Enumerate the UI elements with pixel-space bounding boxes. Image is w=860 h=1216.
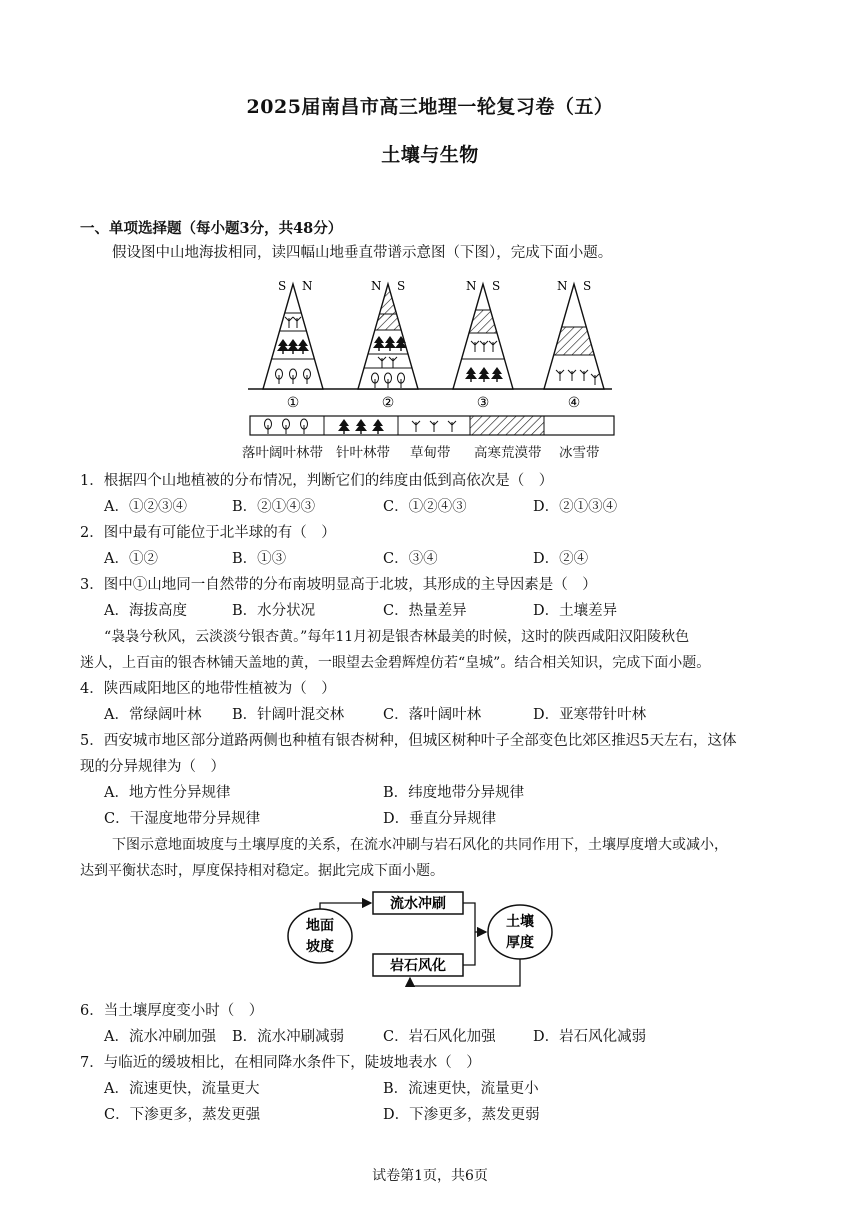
mountain-1-dir-right: N: [302, 279, 313, 293]
legend-conifer: 针叶林带: [336, 445, 390, 461]
q3-option-c[interactable]: C．热量差异: [383, 603, 467, 619]
q6-option-d[interactable]: D．岩石风化减弱: [533, 1029, 647, 1045]
page-footer: 试卷第1页，共6页: [372, 1168, 488, 1184]
intro-text-2-line-1: “袅袅兮秋风，云淡淡兮银杏黄。”每年11月初是银杏林最美的时候，这时的陕西咸阳汉阳陵秋色: [104, 629, 690, 645]
slope-soil-diagram: [280, 888, 580, 996]
q7-option-a[interactable]: A．流速更快，流量更大: [104, 1081, 260, 1097]
page-title: 2025届南昌市高三地理一轮复习卷（五）: [246, 96, 614, 118]
q5-option-c[interactable]: C．干湿度地带分异规律: [104, 811, 261, 827]
legend-meadow: 草甸带: [410, 445, 451, 461]
q3-option-b[interactable]: B．水分状况: [232, 603, 316, 619]
legend-snow-ice: 冰雪带: [559, 445, 600, 461]
q6-option-c[interactable]: C．岩石风化加强: [383, 1029, 496, 1045]
question-5-stem-line-2: 现的分异规律为（ ）: [80, 759, 225, 775]
question-4-stem: 4．陕西咸阳地区的地带性植被为（ ）: [80, 681, 336, 697]
mountain-2-dir-right: S: [397, 279, 406, 293]
q1-option-a[interactable]: A．①②③④: [104, 499, 187, 515]
q4-option-a[interactable]: A．常绿阔叶林: [104, 707, 202, 723]
mountain-3: [453, 284, 513, 389]
legend-bar: [250, 416, 614, 435]
mountain-3-dir-left: N: [466, 279, 477, 293]
question-7-stem: 7．与临近的缓坡相比，在相同降水条件下，陡坡地表水（ ）: [80, 1055, 481, 1071]
mountain-4-dir-left: N: [557, 279, 568, 293]
q7-option-c[interactable]: C．下渗更多，蒸发更强: [104, 1107, 261, 1123]
mountain-3-dir-right: S: [492, 279, 501, 293]
mountain-2: [358, 284, 418, 389]
question-6-stem: 6．当土壤厚度变小时（ ）: [80, 1003, 264, 1019]
q1-option-b[interactable]: B．②①④③: [232, 499, 316, 515]
q2-option-b[interactable]: B．①③: [232, 551, 287, 567]
mountain-2-dir-left: N: [371, 279, 382, 293]
q5-option-d[interactable]: D．垂直分异规律: [383, 811, 497, 827]
intro-text-3-line-1: 下图示意地面坡度与土壤厚度的关系，在流水冲刷与岩石风化的共同作用下，土壤厚度增大或减小，: [112, 837, 728, 853]
q7-option-b[interactable]: B．流速更快，流量更小: [383, 1081, 539, 1097]
legend-alpine-desert: 高寒荒漠带: [474, 445, 542, 461]
q6-option-a[interactable]: A．流水冲刷加强: [104, 1029, 216, 1045]
intro-text-1: 假设图中山地海拔相同，读四幅山地垂直带谱示意图（下图），完成下面小题。: [112, 245, 613, 261]
question-1-stem: 1．根据四个山地植被的分布情况，判断它们的纬度由低到高依次是（ ）: [80, 473, 554, 489]
legend-broadleaf: 落叶阔叶林带: [242, 445, 323, 461]
weathering-label: 岩石风化: [390, 958, 446, 974]
q5-option-a[interactable]: A．地方性分异规律: [104, 785, 231, 801]
q6-option-b[interactable]: B．流水冲刷减弱: [232, 1029, 345, 1045]
erosion-label: 流水冲刷: [390, 896, 446, 912]
mountain-2-label: ②: [381, 395, 395, 411]
q1-option-c[interactable]: C．①②④③: [383, 499, 467, 515]
section-heading: 一、单项选择题（每小题3分，共48分）: [80, 220, 343, 237]
question-5-stem-line-1: 5．西安城市地区部分道路两侧也种植有银杏树种，但城区树种叶子全部变色比郊区推迟5天左右，这体: [80, 733, 737, 749]
q5-option-b[interactable]: B．纬度地带分异规律: [383, 785, 525, 801]
mountain-3-label: ③: [476, 395, 490, 411]
q2-option-d[interactable]: D．②④: [533, 551, 589, 567]
mountain-4: [544, 284, 604, 389]
mountain-1: [263, 284, 323, 389]
q1-option-d[interactable]: D．②①③④: [533, 499, 618, 515]
mountain-zonation-figure: [240, 276, 620, 466]
q4-option-d[interactable]: D．亚寒带针叶林: [533, 707, 647, 723]
q2-option-c[interactable]: C．③④: [383, 551, 438, 567]
mountain-1-label: ①: [286, 395, 300, 411]
mountain-4-dir-right: S: [583, 279, 592, 293]
q3-option-d[interactable]: D．土壤差异: [533, 603, 618, 619]
q3-option-a[interactable]: A．海拔高度: [104, 603, 187, 619]
slope-label-1: 地面: [306, 918, 334, 934]
mountain-1-dir-left: S: [278, 279, 287, 293]
question-3-stem: 3．图中①山地同一自然带的分布南坡明显高于北坡，其形成的主导因素是（ ）: [80, 577, 597, 593]
q7-option-d[interactable]: D．下渗更多，蒸发更弱: [383, 1107, 540, 1123]
q4-option-c[interactable]: C．落叶阔叶林: [383, 707, 482, 723]
soil-label-1: 土壤: [506, 914, 534, 930]
q4-option-b[interactable]: B．针阔叶混交林: [232, 707, 345, 723]
page-subtitle: 土壤与生物: [381, 144, 479, 166]
intro-text-3-line-2: 达到平衡状态时，厚度保持相对稳定。据此完成下面小题。: [80, 863, 444, 879]
q2-option-a[interactable]: A．①②: [104, 551, 158, 567]
slope-label-2: 坡度: [306, 939, 334, 955]
soil-label-2: 厚度: [506, 935, 534, 951]
mountain-4-label: ④: [567, 395, 581, 411]
question-2-stem: 2．图中最有可能位于北半球的有（ ）: [80, 525, 336, 541]
intro-text-2-line-2: 迷人，上百亩的银杏林铺天盖地的黄，一眼望去金碧辉煌仿若“皇城”。结合相关知识，完成下面小题。: [80, 655, 711, 671]
